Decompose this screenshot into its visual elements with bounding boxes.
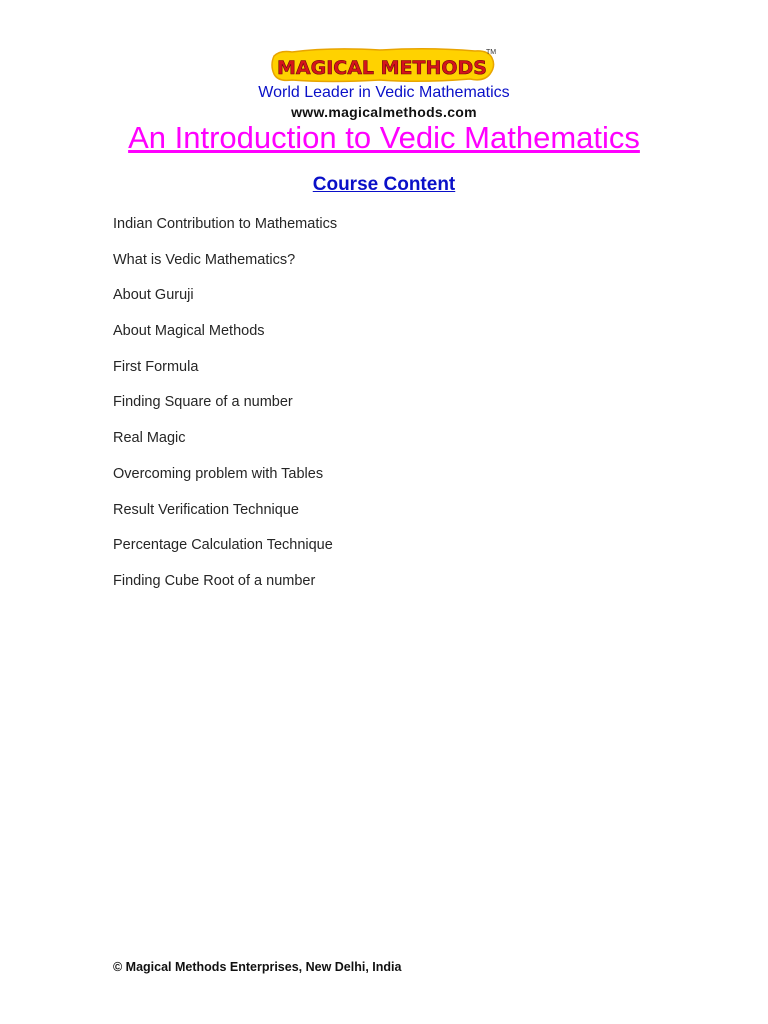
list-item: About Magical Methods	[113, 323, 265, 340]
list-item: Result Verification Technique	[113, 501, 299, 518]
list-item: Percentage Calculation Technique	[113, 537, 333, 554]
list-item: Finding Square of a number	[113, 394, 293, 411]
list-item: Real Magic	[113, 430, 186, 447]
list-item: Overcoming problem with Tables	[113, 465, 324, 482]
magical-methods-logo	[270, 46, 500, 86]
list-item: About Guruji	[113, 287, 194, 304]
logo-wordmark: MAGICAL METHODS	[276, 57, 488, 79]
course-content-heading: Course Content	[312, 174, 456, 195]
trademark-mark: TM	[486, 49, 497, 56]
list-item: What is Vedic Mathematics?	[113, 251, 296, 268]
course-content-list	[113, 214, 337, 607]
brand-logo	[270, 46, 500, 86]
website-url: www.magicalmethods.com	[291, 104, 477, 120]
list-item: First Formula	[113, 358, 199, 375]
list-item: Finding Cube Root of a number	[113, 572, 316, 589]
copyright-footer: © Magical Methods Enterprises, New Delhi, India	[113, 960, 402, 974]
tagline: World Leader in Vedic Mathematics	[258, 84, 510, 101]
document-title: An Introduction to Vedic Mathematics	[128, 120, 640, 155]
list-item: Indian Contribution to Mathematics	[113, 216, 338, 232]
